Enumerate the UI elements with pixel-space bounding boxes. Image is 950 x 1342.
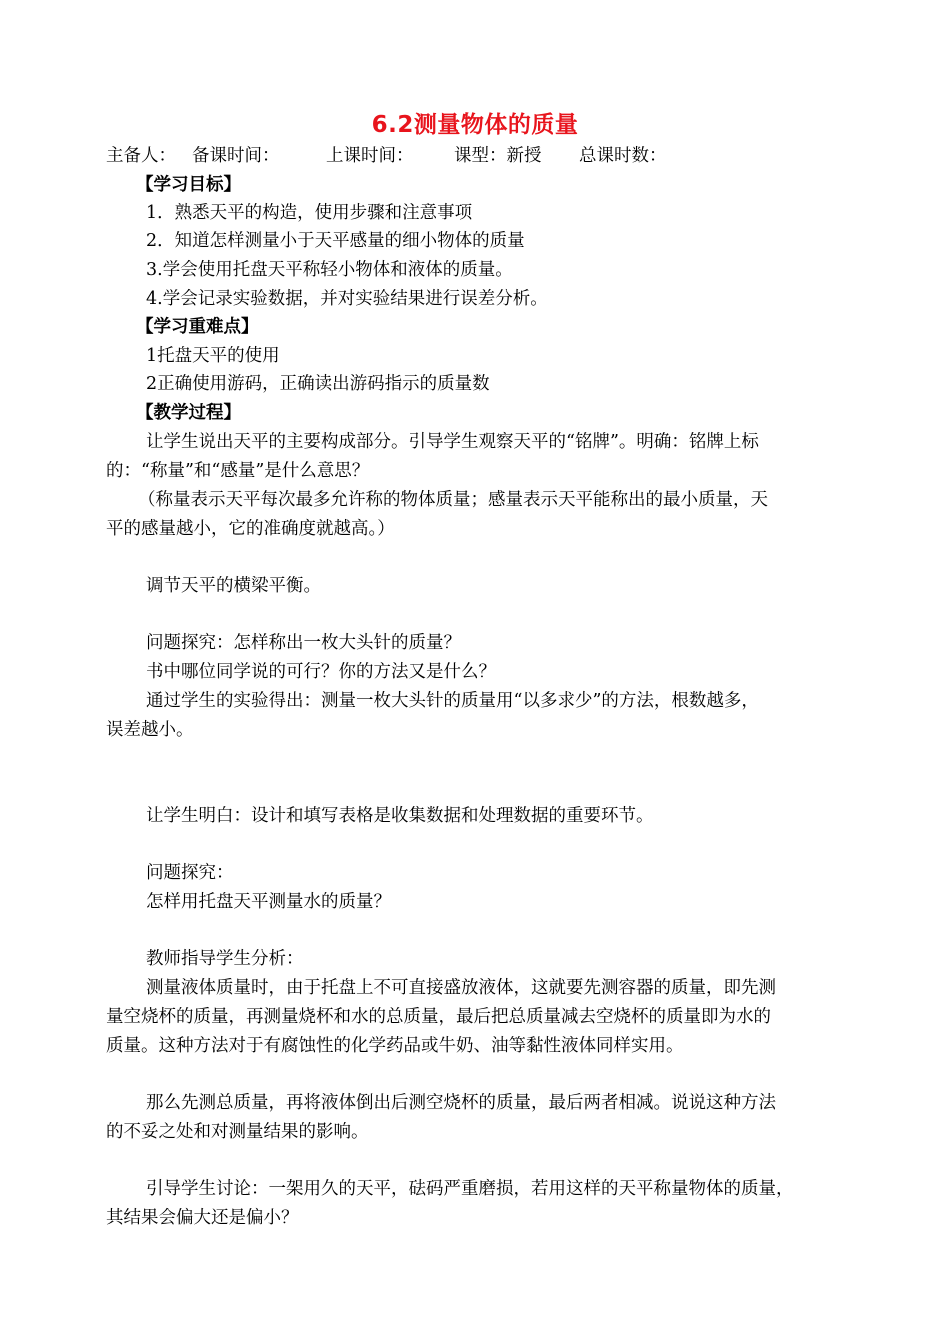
process-line: 让学生明白：设计和填写表格是收集数据和处理数据的重要环节。 xyxy=(146,806,654,826)
goal-item-4: 4.学会记录实验数据，并对实验结果进行误差分析。 xyxy=(146,289,548,309)
process-line: 的不妥之处和对测量结果的影响。 xyxy=(106,1122,369,1142)
process-line: 书中哪位同学说的可行？你的方法又是什么？ xyxy=(146,662,496,682)
process-line: 测量液体质量时，由于托盘上不可直接盛放液体，这就要先测容器的质量，即先测 xyxy=(146,978,776,998)
process-line: 量空烧杯的质量，再测量烧杯和水的总质量，最后把总质量减去空烧杯的质量即为水的 xyxy=(106,1007,771,1027)
process-line: 让学生说出天平的主要构成部分。引导学生观察天平的“铭牌”。明确：铭牌上标 xyxy=(146,432,759,452)
goal-item-3: 3.学会使用托盘天平称轻小物体和液体的质量。 xyxy=(146,260,513,280)
process-line: 通过学生的实验得出：测量一枚大头针的质量用“以多求少”的方法，根数越多， xyxy=(146,691,759,711)
meta-total-hours: 总课时数： xyxy=(579,146,667,166)
process-line: 问题探究：怎样称出一枚大头针的质量？ xyxy=(146,633,461,653)
key-points-heading: 【学习重难点】 xyxy=(136,317,259,337)
goal-item-1: 1．熟悉天平的构造，使用步骤和注意事项 xyxy=(146,203,473,223)
process-line: 问题探究： xyxy=(146,863,234,883)
process-line: 其结果会偏大还是偏小？ xyxy=(106,1208,299,1228)
process-line: 那么先测总质量，再将液体倒出后测空烧杯的质量，最后两者相减。说说这种方法 xyxy=(146,1093,776,1113)
process-heading: 【教学过程】 xyxy=(136,403,241,423)
process-line: 教师指导学生分析： xyxy=(146,949,304,969)
process-line: 质量。这种方法对于有腐蚀性的化学药品或牛奶、油等黏性液体同样实用。 xyxy=(106,1036,684,1056)
process-line: （称量表示天平每次最多允许称的物体质量；感量表示天平能称出的最小质量，天 xyxy=(138,490,768,510)
meta-preparer: 主备人： xyxy=(106,146,176,166)
meta-prep-time: 备课时间： xyxy=(192,146,280,166)
meta-class-time: 上课时间： xyxy=(326,146,414,166)
key-point-item-2: 2正确使用游码，正确读出游码指示的质量数 xyxy=(146,374,490,394)
process-line: 调节天平的横梁平衡。 xyxy=(146,576,321,596)
process-line: 平的感量越小，它的准确度就越高。） xyxy=(106,519,395,539)
page-title: 6.2测量物体的质量 xyxy=(371,112,579,138)
process-line: 怎样用托盘天平测量水的质量？ xyxy=(146,892,391,912)
goal-item-2: 2．知道怎样测量小于天平感量的细小物体的质量 xyxy=(146,231,525,251)
lesson-meta xyxy=(106,144,667,168)
process-line: 的：“称量”和“感量”是什么意思？ xyxy=(106,461,370,481)
process-line: 误差越小。 xyxy=(106,720,194,740)
process-line: 引导学生讨论：一架用久的天平，砝码严重磨损，若用这样的天平称量物体的质量， xyxy=(146,1179,794,1199)
goals-heading: 【学习目标】 xyxy=(136,175,241,195)
key-point-item-1: 1托盘天平的使用 xyxy=(146,346,280,366)
meta-lesson-type: 课型：新授 xyxy=(454,146,542,166)
